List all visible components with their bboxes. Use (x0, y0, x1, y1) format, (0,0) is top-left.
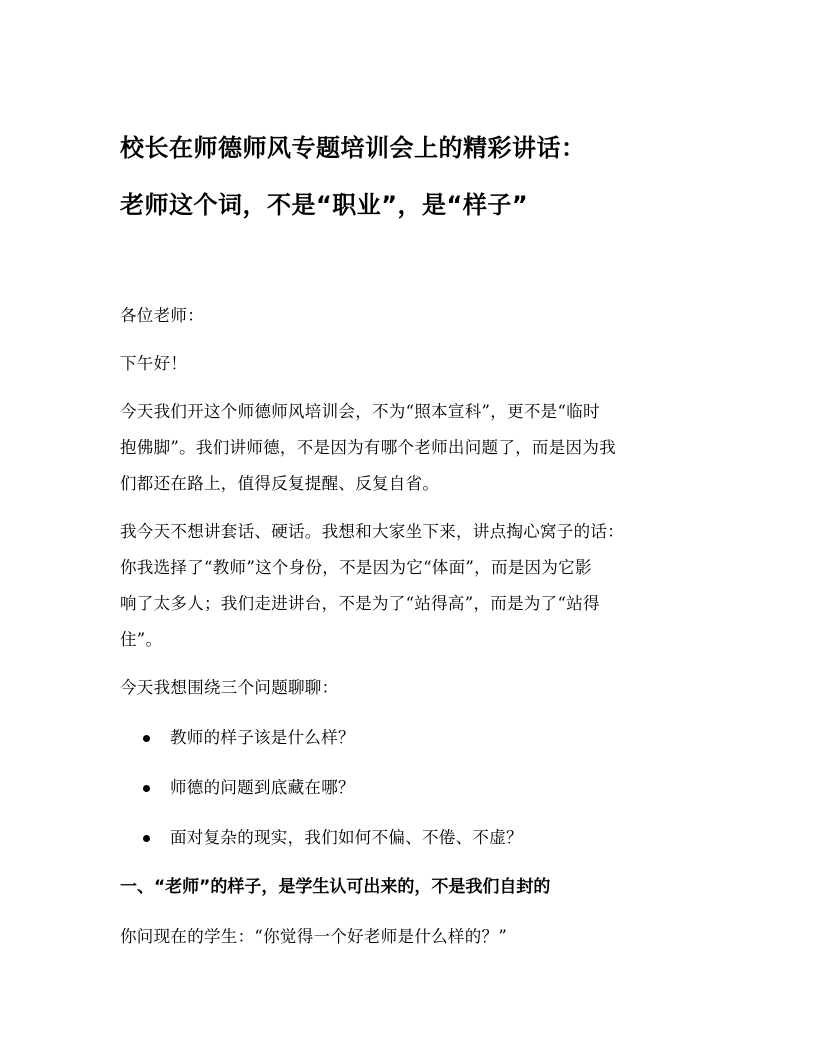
paragraph-line: 住”。 (120, 630, 163, 649)
paragraph-line: 抱佛脚”。我们讲师德，不是因为有哪个老师出问题了，而是因为我 (120, 438, 616, 457)
list-item-text: 师德的问题到底藏在哪？ (170, 778, 355, 797)
list-item-text: 教师的样子该是什么样？ (170, 728, 355, 747)
document-title-line-2: 老师这个词，不是“职业”，是“样子” (120, 191, 529, 219)
bullet-dot-icon (143, 785, 150, 792)
paragraph-line: 你我选择了“教师”这个身份，不是因为它“体面”，而是因为它影 (120, 558, 592, 577)
section-heading-1: 一、“老师”的样子，是学生认可出来的，不是我们自封的 (120, 877, 551, 897)
bullet-dot-icon (143, 735, 150, 742)
paragraph-line: 今天我想围绕三个问题聊聊： (120, 678, 339, 697)
paragraph-line: 今天我们开这个师德师风培训会，不为“照本宣科”，更不是“临时 (120, 402, 600, 421)
paragraph-line: 们都还在路上，值得反复提醒、反复自省。 (120, 474, 440, 493)
list-item-text: 面对复杂的现实，我们如何不偏、不倦、不虚？ (170, 828, 523, 847)
paragraph-line: 响了太多人；我们走进讲台，不是为了“站得高”，而是为了“站得 (120, 594, 600, 613)
closing-line: 你问现在的学生：“你觉得一个好老师是什么样的？” (120, 927, 508, 946)
salutation: 各位老师： (120, 306, 204, 325)
bullet-dot-icon (143, 835, 150, 842)
paragraph-line: 我今天不想讲套话、硬话。我想和大家坐下来，讲点掏心窝子的话： (120, 522, 624, 541)
greeting: 下午好！ (120, 354, 188, 373)
document-title-line-1: 校长在师德师风专题培训会上的精彩讲话： (120, 134, 586, 162)
